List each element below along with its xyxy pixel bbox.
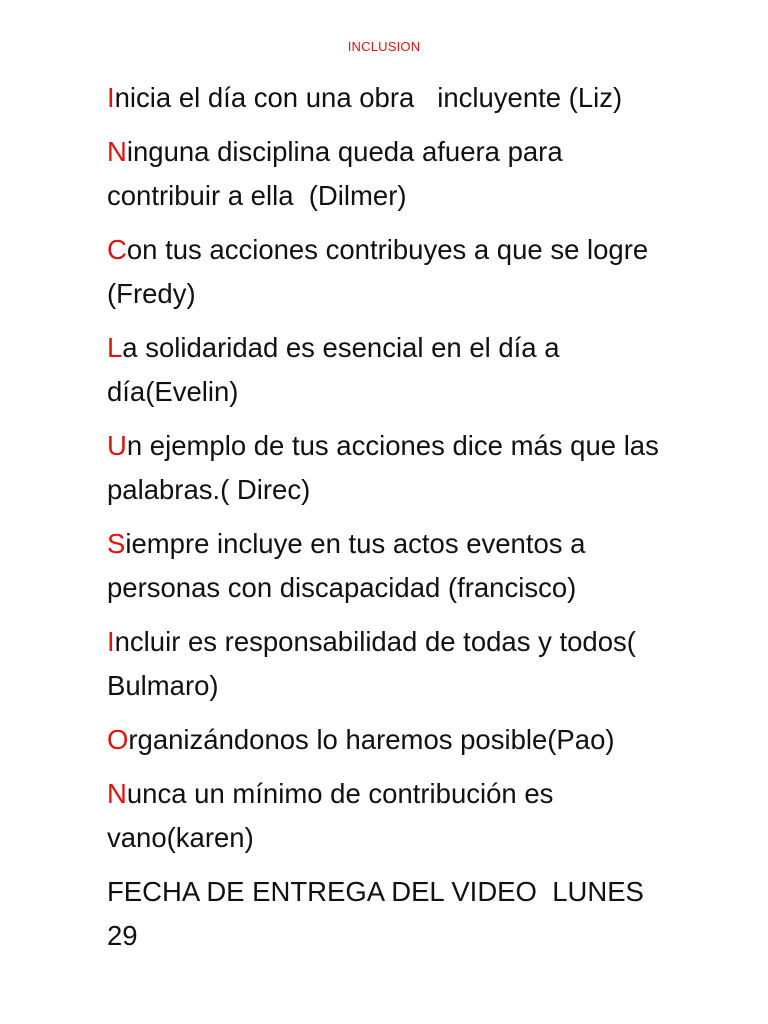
acrostic-line [107, 326, 667, 414]
acrostic-line [107, 522, 667, 610]
acrostic-initial-letter: O [107, 724, 129, 755]
acrostic-line [107, 130, 667, 218]
acrostic-line [107, 620, 667, 708]
acrostic-initial-letter: L [107, 332, 123, 363]
acrostic-line [107, 718, 667, 762]
acrostic-initial-letter: C [107, 234, 127, 265]
acrostic-initial-letter: U [107, 430, 127, 461]
acrostic-line-text: nicia el día con una obra incluyente (Liz) [114, 82, 623, 113]
acrostic-line-text: n ejemplo de tus acciones dice más que las palabras.( Direc) [107, 430, 667, 505]
acrostic-line [107, 76, 667, 120]
acrostic-line [107, 424, 667, 512]
acrostic-poem [107, 76, 667, 958]
acrostic-line-text: on tus acciones contribuyes a que se logre (Fredy) [107, 234, 656, 309]
acrostic-line [107, 228, 667, 316]
acrostic-line-text: ncluir es responsabilidad de todas y todos( Bulmaro) [107, 626, 644, 701]
document-title: INCLUSION [347, 39, 421, 54]
acrostic-initial-letter: I [107, 82, 115, 113]
acrostic-initial-letter: N [107, 778, 127, 809]
delivery-date-note: FECHA DE ENTREGA DEL VIDEO LUNES 29 [107, 876, 652, 951]
acrostic-line-text: a solidaridad es esencial en el día a día(Evelin) [107, 332, 568, 407]
acrostic-line-text: iempre incluye en tus actos eventos a personas con discapacidad (francisco) [107, 528, 594, 603]
acrostic-line [107, 772, 667, 860]
acrostic-line-text: unca un mínimo de contribución es vano(karen) [107, 778, 562, 853]
acrostic-line-text: rganizándonos lo haremos posible(Pao) [128, 724, 615, 755]
acrostic-initial-letter: S [107, 528, 126, 559]
acrostic-initial-letter: N [107, 136, 127, 167]
acrostic-line-text: inguna disciplina queda afuera para contribuir a ella (Dilmer) [107, 136, 571, 211]
acrostic-initial-letter: I [107, 626, 115, 657]
